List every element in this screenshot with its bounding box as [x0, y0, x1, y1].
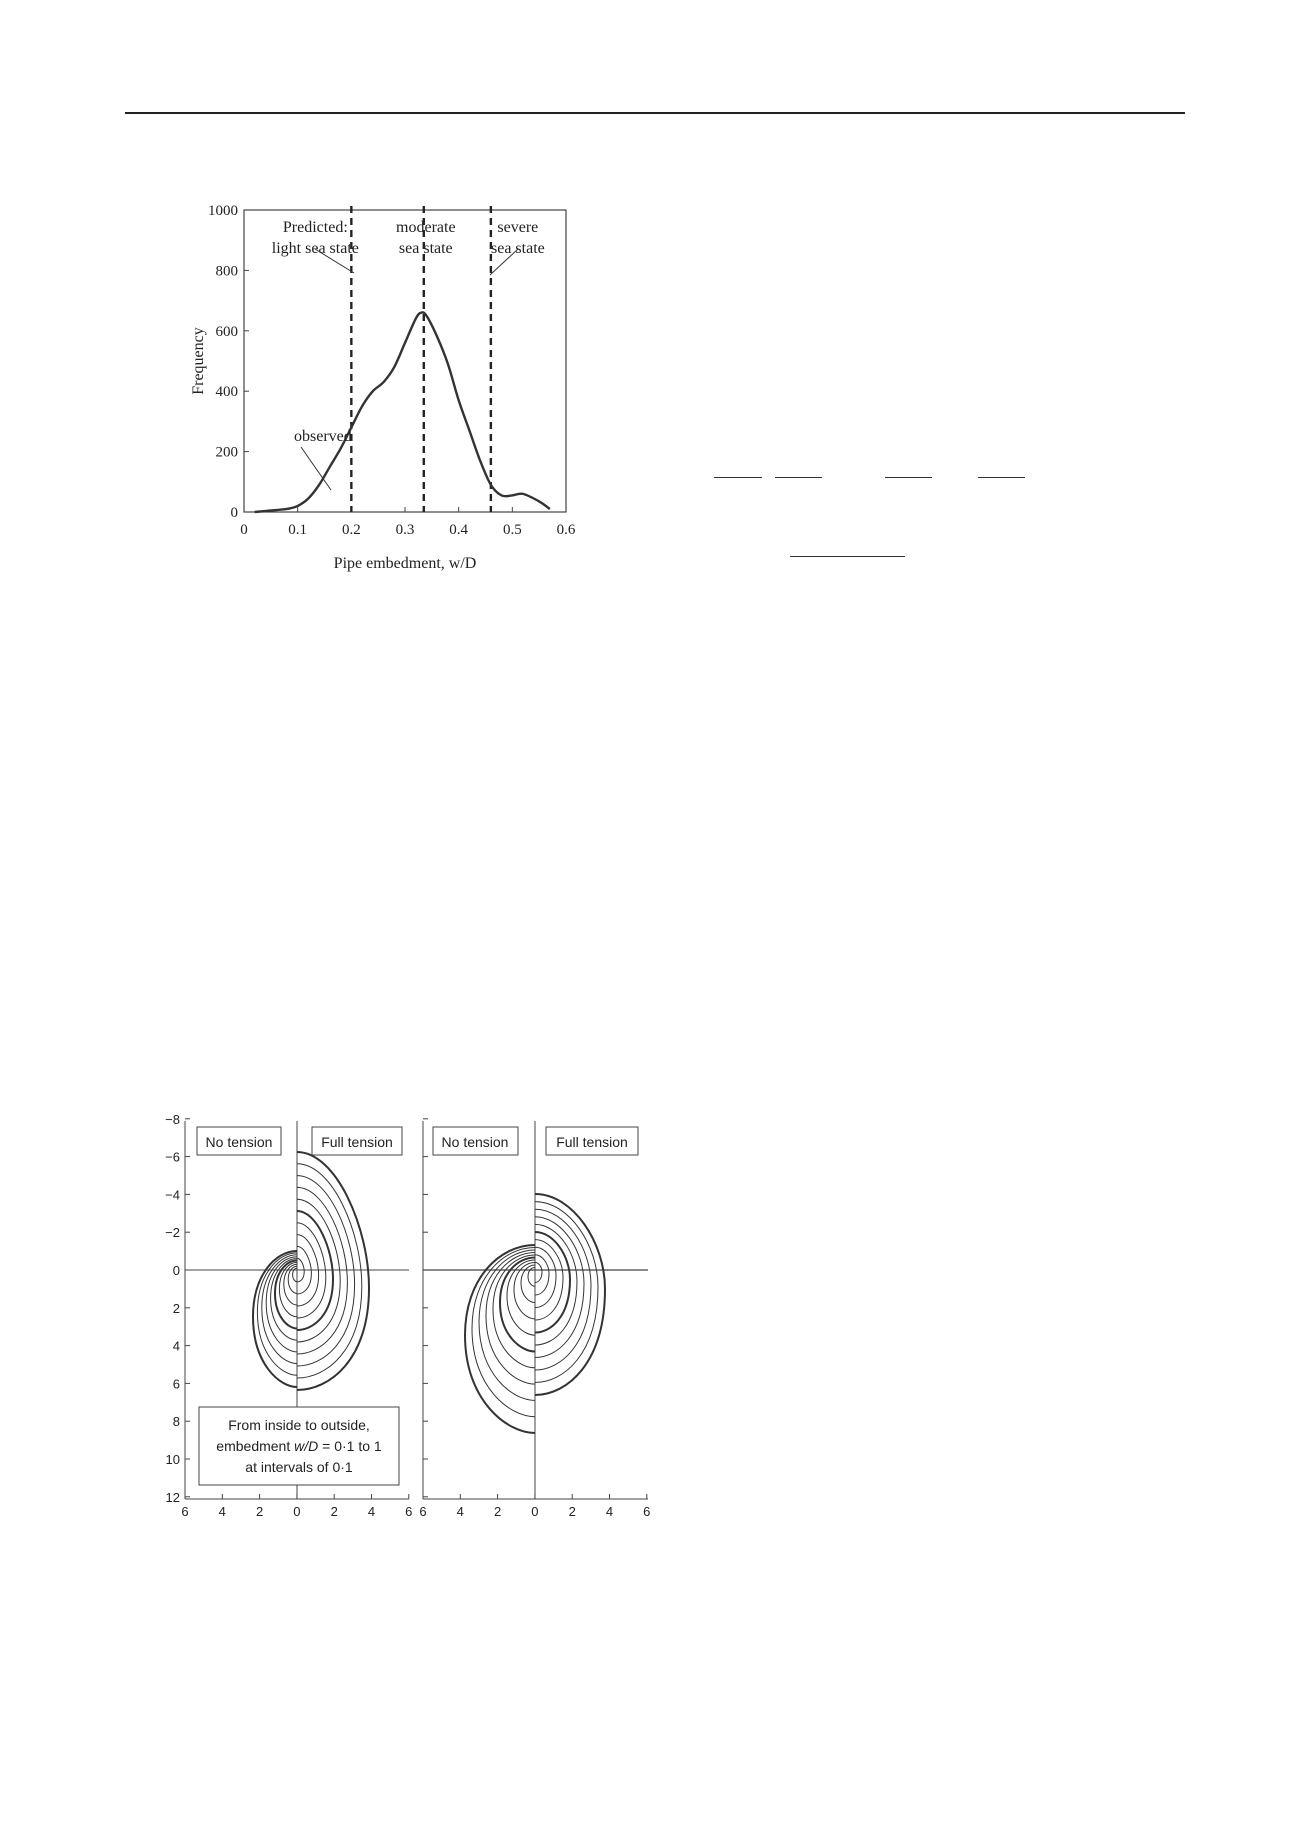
full-tension-envelope [535, 1194, 605, 1395]
y-tick-label: −8 [165, 1111, 180, 1127]
legend-line-2 [216, 1438, 382, 1454]
chart-1-svg [168, 191, 588, 571]
full-tension-envelope [535, 1247, 556, 1307]
equation-fraction-bar-4 [978, 477, 1025, 478]
figure-2-failure-envelopes [150, 1100, 660, 1519]
header-rule [125, 112, 1185, 114]
observed-annotation: observed [294, 428, 352, 445]
full-tension-envelope [297, 1164, 362, 1378]
x-tick-label: 0.6 [556, 522, 576, 538]
y-tick-label: 1000 [208, 203, 238, 219]
x-tick-label: 2 [568, 1504, 576, 1519]
y-tick-label: 12 [165, 1489, 180, 1505]
no-tension-envelope [507, 1260, 535, 1335]
x-tick-label: 2 [255, 1504, 264, 1519]
y-tick-label: 6 [172, 1376, 180, 1392]
y-tick-label: 0 [172, 1263, 180, 1278]
sea-state-label: sea state [490, 240, 545, 257]
sea-state-label: sea state [398, 240, 453, 257]
right-no-tension-label: No tension [441, 1134, 509, 1150]
y-tick-label: 0 [230, 505, 238, 521]
no-tension-envelope [500, 1258, 535, 1352]
x-tick-label: 0.3 [395, 522, 415, 538]
y-tick-label: −2 [165, 1225, 180, 1241]
equation-fraction-bar-1 [714, 477, 762, 478]
legend-line-3: at intervals of 0·1 [245, 1459, 353, 1475]
observed-series-line [255, 312, 550, 512]
x-tick-label: 0.4 [449, 522, 469, 538]
y-tick-label: 400 [215, 384, 238, 401]
x-tick-label: 4 [367, 1504, 376, 1519]
x-tick-label: 4 [605, 1504, 614, 1519]
x-axis-label: Pipe embedment, w/D [333, 555, 477, 572]
y-tick-label: 2 [172, 1300, 180, 1316]
x-tick-label: 6 [181, 1504, 189, 1519]
y-tick-label: 800 [215, 263, 238, 280]
x-tick-label: 0.5 [502, 522, 522, 538]
chart-2-svg [150, 1100, 660, 1519]
x-tick-label: 0 [531, 1504, 539, 1519]
figure-1-embedment-frequency-chart [168, 191, 588, 571]
sea-state-label: light sea state [271, 240, 359, 257]
left-no-tension-label: No tension [205, 1134, 273, 1150]
full-tension-envelope [535, 1202, 598, 1383]
y-tick-label: 4 [172, 1338, 180, 1354]
x-tick-label: 0.1 [288, 522, 308, 538]
y-tick-label: −4 [165, 1187, 180, 1203]
full-tension-envelope [535, 1232, 570, 1333]
sea-state-label: moderate [396, 219, 456, 236]
legend-line-2-prefix: embedment [216, 1438, 295, 1454]
y-tick-label: 10 [165, 1452, 180, 1467]
no-tension-envelope [465, 1245, 535, 1433]
x-tick-label: 4 [456, 1504, 464, 1519]
x-tick-label: 6 [419, 1504, 427, 1519]
x-tick-label: 0.2 [341, 522, 361, 538]
y-tick-label: 8 [172, 1414, 180, 1430]
x-tick-label: 2 [493, 1504, 502, 1519]
sea-state-label: severe [497, 219, 539, 236]
legend-line-2-suffix: = 0·1 to 1 [318, 1438, 382, 1454]
observed-leader-line [301, 447, 331, 490]
x-tick-label: 4 [218, 1504, 226, 1519]
full-tension-envelope [535, 1262, 542, 1282]
no-tension-envelope [262, 1255, 297, 1364]
no-tension-envelope [521, 1265, 535, 1303]
x-tick-label: 2 [330, 1504, 338, 1519]
x-tick-label: 6 [643, 1504, 651, 1519]
equation-fraction-bar-2 [775, 477, 822, 478]
legend-line-2-italic: w/D [294, 1438, 319, 1454]
left-full-tension-label: Full tension [321, 1134, 393, 1150]
legend-line-1: From inside to outside, [228, 1417, 370, 1433]
right-full-tension-label: Full tension [556, 1134, 628, 1150]
x-tick-label: 6 [405, 1504, 413, 1519]
no-tension-envelope [479, 1250, 535, 1400]
x-tick-label: 0 [240, 522, 248, 538]
y-tick-label: −6 [165, 1149, 180, 1165]
y-tick-label: 200 [215, 444, 238, 461]
y-tick-label: 600 [215, 323, 238, 340]
x-tick-label: 0 [293, 1504, 301, 1519]
y-axis-label: Frequency [190, 327, 207, 395]
equation-fraction-bar-3 [885, 477, 932, 478]
equation-fraction-bar-5 [790, 556, 905, 557]
sea-state-label: Predicted: [282, 219, 348, 236]
